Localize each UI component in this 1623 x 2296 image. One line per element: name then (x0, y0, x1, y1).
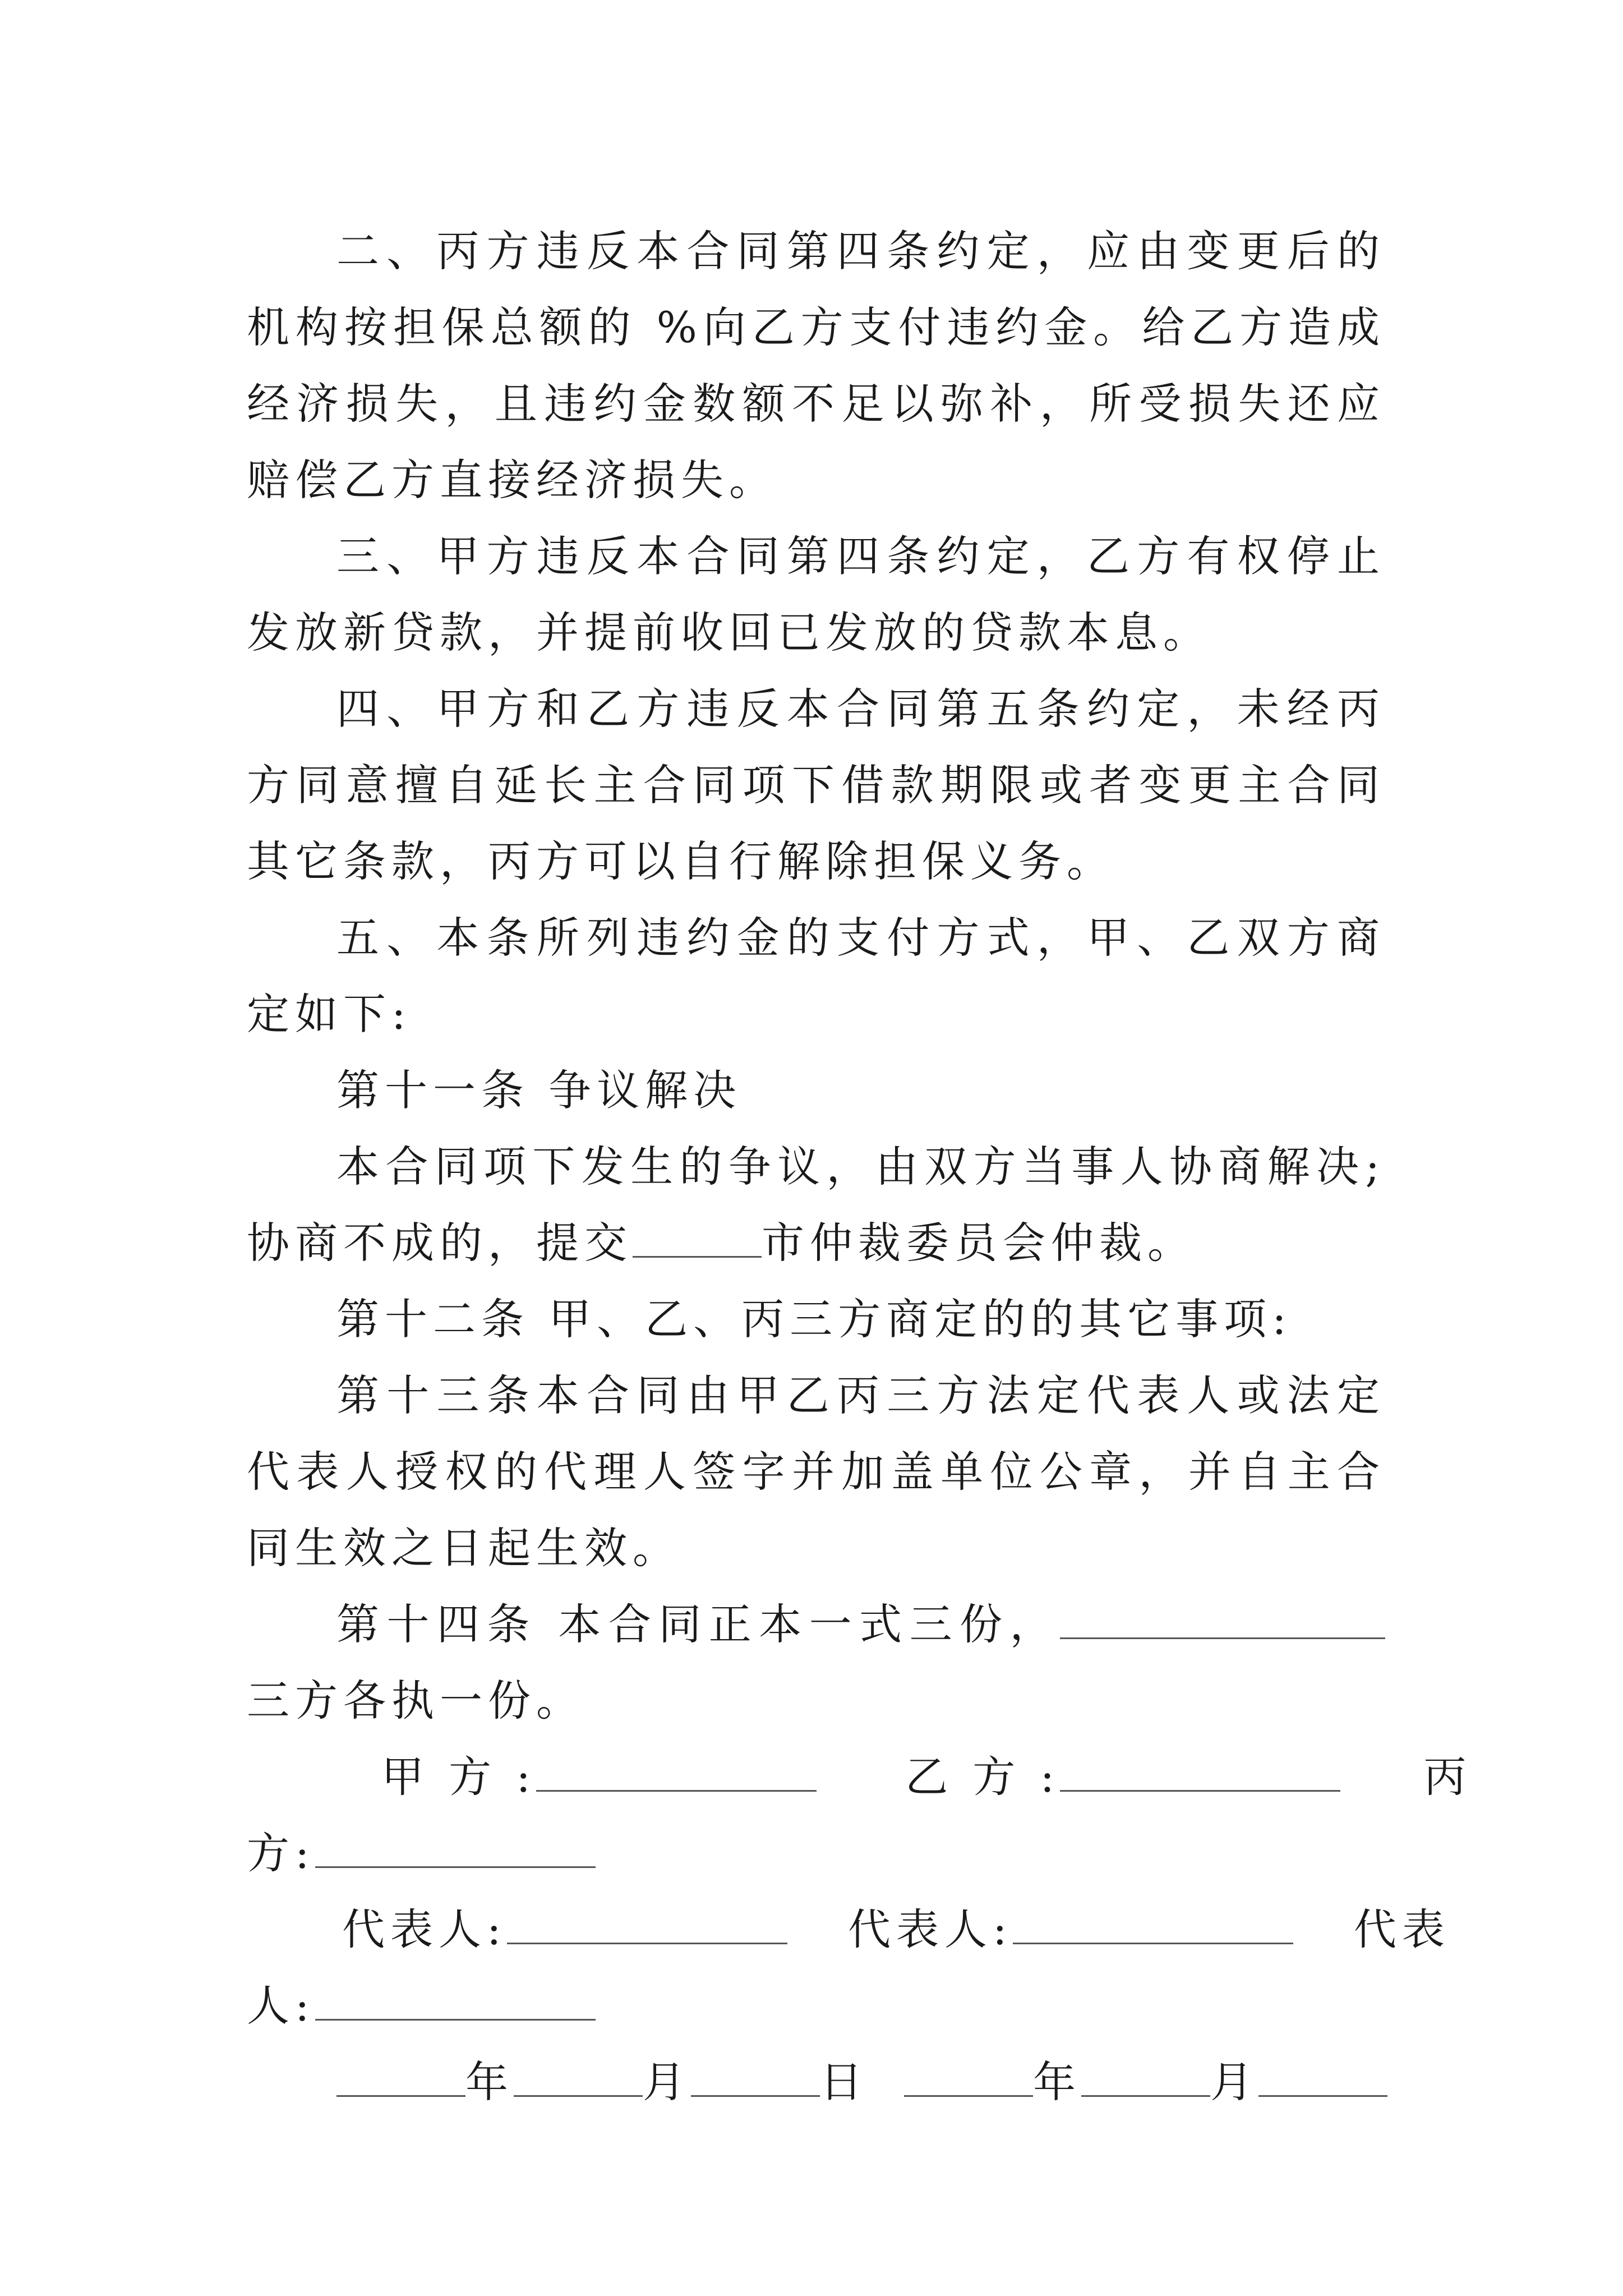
rep-c-line (247, 1968, 1385, 2044)
dispute-text-after: 市仲裁委员会仲裁。 (762, 1218, 1196, 1268)
rep-b-label: 代表人: (847, 1904, 1013, 1954)
dispute-text-before: 本合同项下发生的争议，由双方当事人协商解决;协商不成的，提交 (247, 1142, 1385, 1268)
representative-line (247, 1892, 1450, 1968)
rep-c-blank (315, 1980, 596, 2021)
rep-c-label-first: 代表 (1353, 1904, 1450, 1954)
rep-a-label: 代表人: (342, 1904, 507, 1954)
party-c-blank (315, 1827, 596, 1868)
date-a-year: 年 (465, 2057, 514, 2107)
rep-a-blank (507, 1903, 787, 1944)
rep-b-blank (1013, 1903, 1293, 1944)
date-a-month: 月 (643, 2057, 691, 2107)
clause-four: 四、甲方和乙方违反本合同第五条约定，未经丙方同意擅自延长主合同项下借款期限或者变更主合同其它条款，丙方可以自行解除担保义务。 (247, 684, 1385, 886)
contract-page (247, 213, 1472, 2120)
article-fourteen (247, 1586, 1385, 1739)
date-b-year-blank (904, 2056, 1033, 2097)
clause-five: 五、本条所列违约金的支付方式，甲、乙双方商定如下: (247, 913, 1385, 1039)
dispute-resolution (247, 1129, 1385, 1281)
date-b-year: 年 (1033, 2057, 1082, 2107)
date-b-month-blank (1081, 2056, 1210, 2097)
clause-two: 二、丙方违反本合同第四条约定，应由变更后的机构按担保总额的 %向乙方支付违约金。给乙方造成经济损失，且违约金数额不足以弥补，所受损失还应赔偿乙方直接经济损失。 (247, 226, 1385, 505)
date-a-year-blank (336, 2056, 465, 2097)
party-a-label: 甲 方 : (381, 1752, 536, 1802)
party-signature-line (247, 1739, 1472, 1815)
article-thirteen: 第十三条本合同由甲乙丙三方法定代表人或法定代表人授权的代理人签字并加盖单位公章，并自主合同生效之日起生效。 (247, 1370, 1385, 1573)
party-a-blank (536, 1751, 817, 1792)
party-c-line (247, 1815, 1385, 1892)
date-line (247, 2044, 1385, 2120)
copies-blank (1060, 1598, 1385, 1639)
date-a-day-blank (691, 2056, 820, 2097)
arbitration-city-blank (633, 1217, 762, 1258)
date-a-month-blank (514, 2056, 643, 2097)
clause-three: 三、甲方违反本合同第四条约定，乙方有权停止发放新贷款，并提前收回已发放的贷款本息。 (247, 531, 1385, 657)
article-fourteen-before: 第十四条 本合同正本一式三份， (336, 1599, 1060, 1649)
date-b-day-blank (1258, 2056, 1387, 2097)
date-b-month: 月 (1210, 2057, 1259, 2107)
date-a-day: 日 (820, 2057, 868, 2107)
party-c-label-rest: 方: (247, 1828, 315, 1878)
rep-c-label-rest: 人: (247, 1981, 315, 2031)
article-twelve: 第十二条 甲、乙、丙三方商定的的其它事项: (336, 1294, 1292, 1344)
party-c-label-first: 丙 (1423, 1752, 1472, 1802)
article-fourteen-after: 三方各执一份。 (247, 1676, 584, 1726)
party-b-label: 乙 方 : (905, 1752, 1061, 1802)
article-eleven-heading: 第十一条 争议解决 (336, 1065, 742, 1115)
party-b-blank (1060, 1751, 1340, 1792)
